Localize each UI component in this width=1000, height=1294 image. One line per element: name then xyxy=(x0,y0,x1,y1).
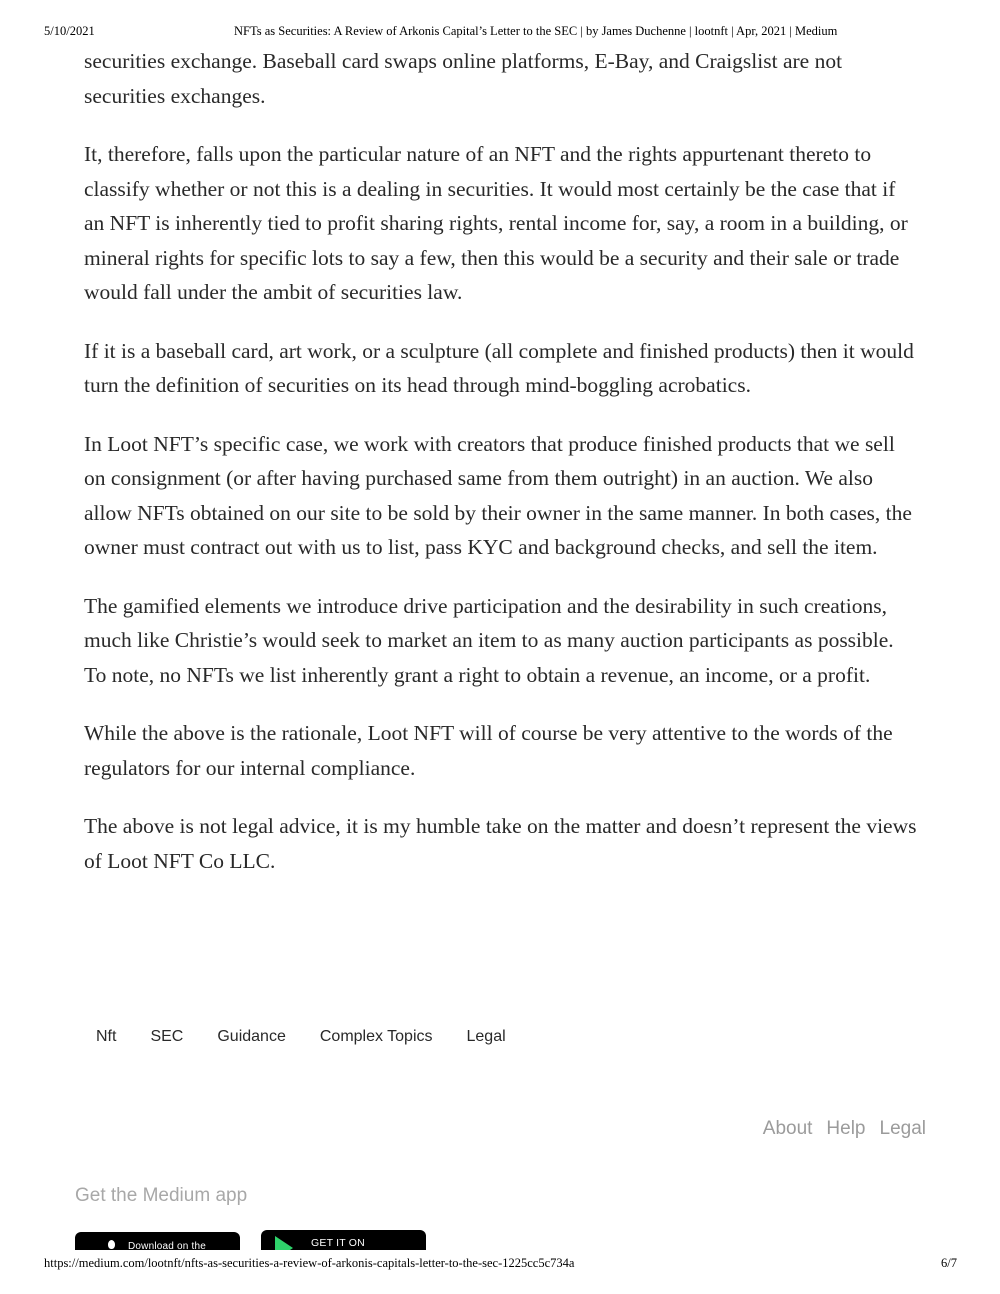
tag-list xyxy=(80,1022,524,1052)
footer-link-help[interactable]: Help xyxy=(826,1118,866,1139)
app-store-button-label: Download on the xyxy=(128,1241,207,1250)
footer-link-legal[interactable]: Legal xyxy=(879,1118,926,1139)
article-paragraph: In Loot NFT’s specific case, we work with creators that produce finished products that we sell on consignment (or after having purchased same from them outright) in an auction. We also allow NFTs obtained on our site to be sold by their owner in the same manner. In both cases, the owner must contract out with us to list, pass KYC and background checks, and sell the item. xyxy=(84,431,912,559)
article-paragraph: It, therefore, falls upon the particular nature of an NFT and the rights appurtenant thereto to classify whether or not this is a dealing in securities. It would most certainly be the case that if an NFT is inherently tied to profit sharing rights, rental income for, say, a room in a building, or mineral rights for specific lots to say a few, then this would be a security and their sale or trade would fall under the ambit of securities law. xyxy=(84,142,908,304)
tag-legal[interactable]: Legal xyxy=(451,1022,522,1052)
print-page-number: 6/7 xyxy=(941,1256,957,1270)
google-play-button-label: GET IT ON xyxy=(311,1237,365,1249)
article-paragraph: The gamified elements we introduce drive participation and the desirability in such creations, much like Christie’s would seek to market an item to as many auction participants as possible. To note, no NFTs we list inherently grant a right to obtain a revenue, an income, or a profit. xyxy=(84,593,894,687)
app-store-button[interactable] xyxy=(75,1232,240,1250)
article-body xyxy=(84,44,919,902)
tag-guidance[interactable]: Guidance xyxy=(201,1022,302,1052)
print-document-title: NFTs as Securities: A Review of Arkonis Capital’s Letter to the SEC | by James Duchenne | lootnft | Apr, 2021 | Medium xyxy=(234,24,838,38)
footer-link-about[interactable]: About xyxy=(762,1118,813,1139)
tag-nft[interactable]: Nft xyxy=(80,1022,132,1052)
tag-complex-topics[interactable]: Complex Topics xyxy=(304,1022,449,1052)
article-paragraph: securities exchange. Baseball card swaps online platforms, E-Bay, and Craigslist are not securities exchanges. xyxy=(84,49,843,108)
store-badges xyxy=(75,1230,435,1250)
article-paragraph: If it is a baseball card, art work, or a sculpture (all complete and finished products) then it would turn the definition of securities on its head through mind-boggling acrobatics. xyxy=(84,338,914,397)
footer-links xyxy=(749,1118,926,1140)
print-footer xyxy=(0,1256,1000,1272)
google-play-button[interactable] xyxy=(261,1230,426,1250)
print-url: https://medium.com/lootnft/nfts-as-securities-a-review-of-arkonis-capitals-letter-to-the-sec-1225cc5c734a xyxy=(44,1256,575,1270)
tag-sec[interactable]: SEC xyxy=(134,1022,199,1052)
article-paragraph: The above is not legal advice, it is my humble take on the matter and doesn’t represent the views of Loot NFT Co LLC. xyxy=(84,814,917,873)
get-app-label: Get the Medium app xyxy=(75,1185,248,1206)
google-play-icon xyxy=(275,1236,293,1250)
print-header xyxy=(0,24,1000,40)
apple-logo-icon xyxy=(108,1240,115,1249)
print-date: 5/10/2021 xyxy=(44,24,95,38)
article-paragraph: While the above is the rationale, Loot NFT will of course be very attentive to the words of the regulators for our internal compliance. xyxy=(84,721,893,780)
